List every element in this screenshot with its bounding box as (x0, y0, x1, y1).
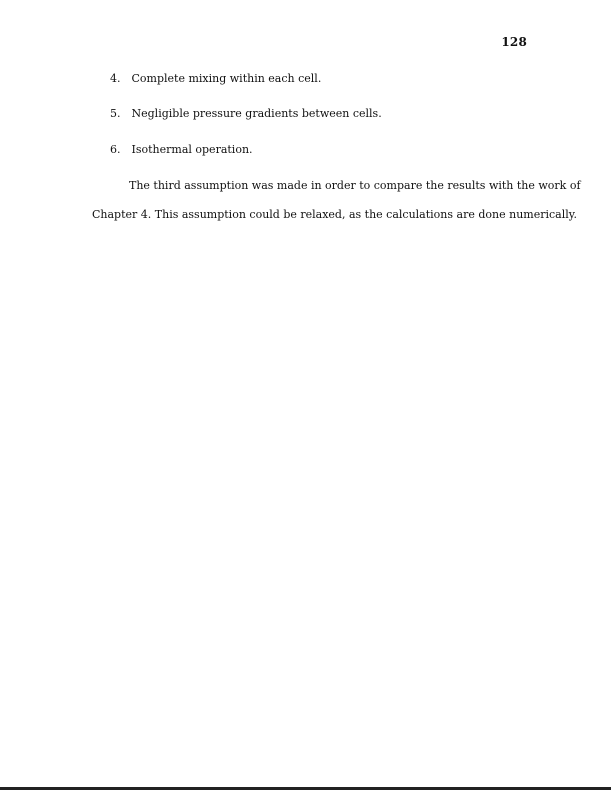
list-item (110, 107, 382, 121)
paragraph-line: Chapter 4. This assumption could be relaxed, as the calculations are done numerically. (92, 208, 577, 221)
list-item-number: 4. (110, 72, 121, 85)
list-item (110, 72, 321, 86)
paragraph-line: The third assumption was made in order to compare the results with the work of (129, 179, 581, 192)
list-item-number: 6. (110, 143, 121, 156)
list-item (110, 143, 253, 157)
list-item-text: Isothermal operation. (131, 143, 253, 156)
list-item-number: 5. (110, 107, 121, 120)
page-number: 128 (501, 35, 527, 49)
list-item-text: Negligible pressure gradients between cells. (131, 107, 382, 120)
list-item-text: Complete mixing within each cell. (131, 72, 322, 85)
